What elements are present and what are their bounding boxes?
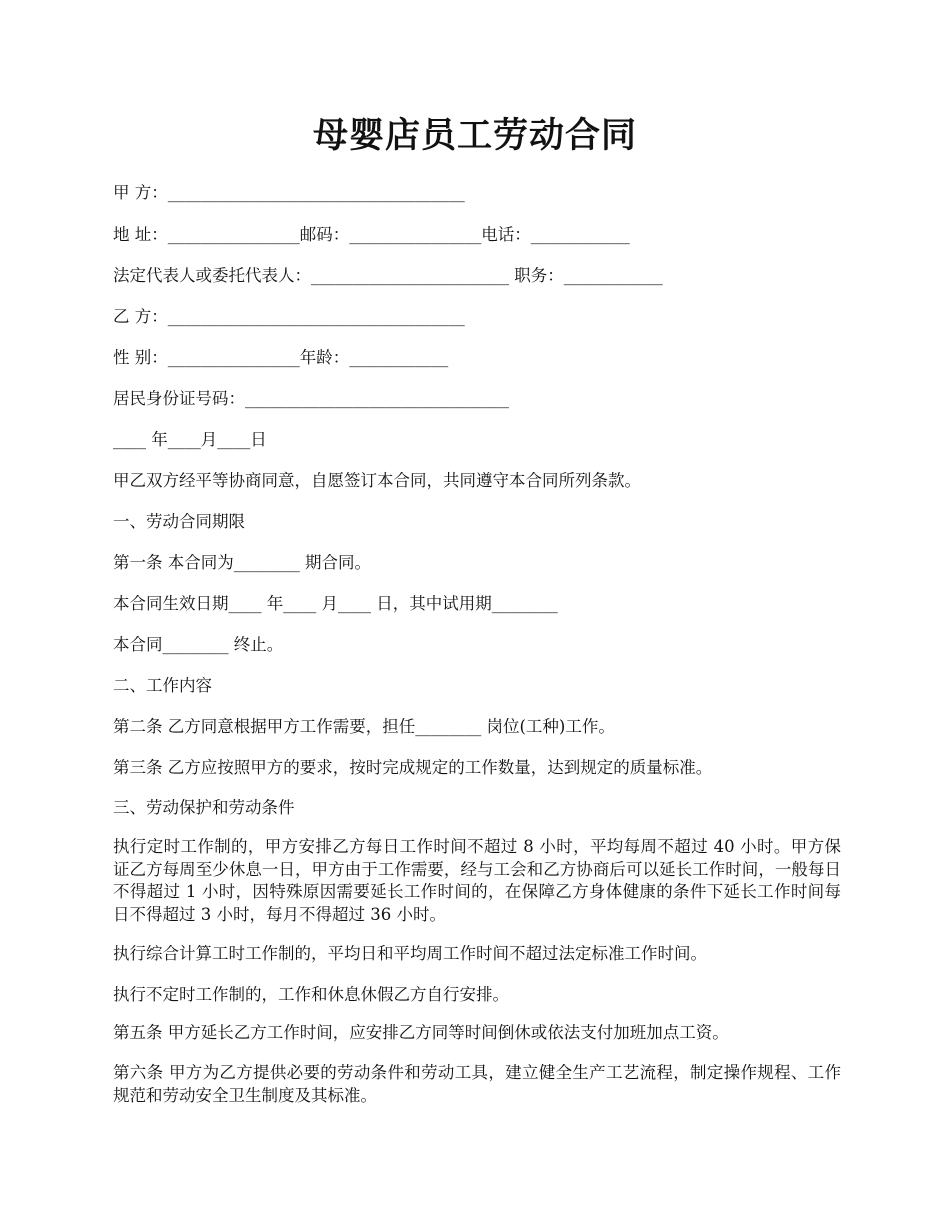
article-5: 第五条 甲方延长乙方工作时间，应安排乙方同等时间倒休或依法支付加班加点工资。 xyxy=(113,1023,729,1042)
section-heading-contract-term: 一、劳动合同期限 xyxy=(113,512,245,531)
document-title: 母婴店员工劳动合同 xyxy=(312,115,637,156)
article-6: 第六条 甲方为乙方提供必要的劳动条件和劳动工具，建立健全生产工艺流程，制定操作规程、工作规范和劳动安全卫生制度及其标准。 xyxy=(113,1063,841,1105)
legal-representative-line: 法定代表人或委托代表人：________________________ 职务：____________ xyxy=(113,266,663,285)
section-heading-work-content: 二、工作内容 xyxy=(113,676,212,695)
section-heading-labor-protection: 三、劳动保护和劳动条件 xyxy=(113,798,295,817)
date-line: ____ 年____月____日 xyxy=(113,430,267,449)
flexible-hours-paragraph: 执行不定时工作制的，工作和休息休假乙方自行安排。 xyxy=(113,985,509,1004)
working-hours-paragraph: 执行定时工作制的，甲方安排乙方每日工作时间不超过 8 小时，平均每周不超过 40 小时。甲方保证乙方每周至少休息一日，甲方由于工作需要，经与工会和乙方协商后可以延长工作时间，一般每日不得超过 1 小时，因特殊原因需要延长工作时间的，在保障乙方身体健康的条件下延长工作时间每日不得超过 3 小时，每月不得超过 36 小时。 xyxy=(113,837,841,924)
party-b-line: 乙 方：____________________________________ xyxy=(113,307,465,326)
gender-age-line: 性 别：________________年龄：____________ xyxy=(113,348,449,367)
agreement-statement: 甲乙双方经平等协商同意，自愿签订本合同，共同遵守本合同所列条款。 xyxy=(113,471,641,490)
id-number-line: 居民身份证号码：________________________________ xyxy=(113,389,509,408)
comprehensive-hours-paragraph: 执行综合计算工时工作制的，平均日和平均周工作时间不超过法定标准工作时间。 xyxy=(113,944,707,963)
article-1: 第一条 本合同为________ 期合同。 xyxy=(113,553,371,572)
address-line: 地 址：________________邮码：________________电话：____________ xyxy=(113,225,630,244)
termination-line: 本合同________ 终止。 xyxy=(113,635,284,654)
article-2: 第二条 乙方同意根据甲方工作需要，担任________ 岗位(工种)工作。 xyxy=(113,717,615,736)
article-3: 第三条 乙方应按照甲方的要求，按时完成规定的工作数量，达到规定的质量标准。 xyxy=(113,758,713,777)
party-a-line: 甲 方：____________________________________ xyxy=(113,183,465,202)
effective-date-line: 本合同生效日期____ 年____ 月____ 日，其中试用期________ xyxy=(113,594,558,613)
